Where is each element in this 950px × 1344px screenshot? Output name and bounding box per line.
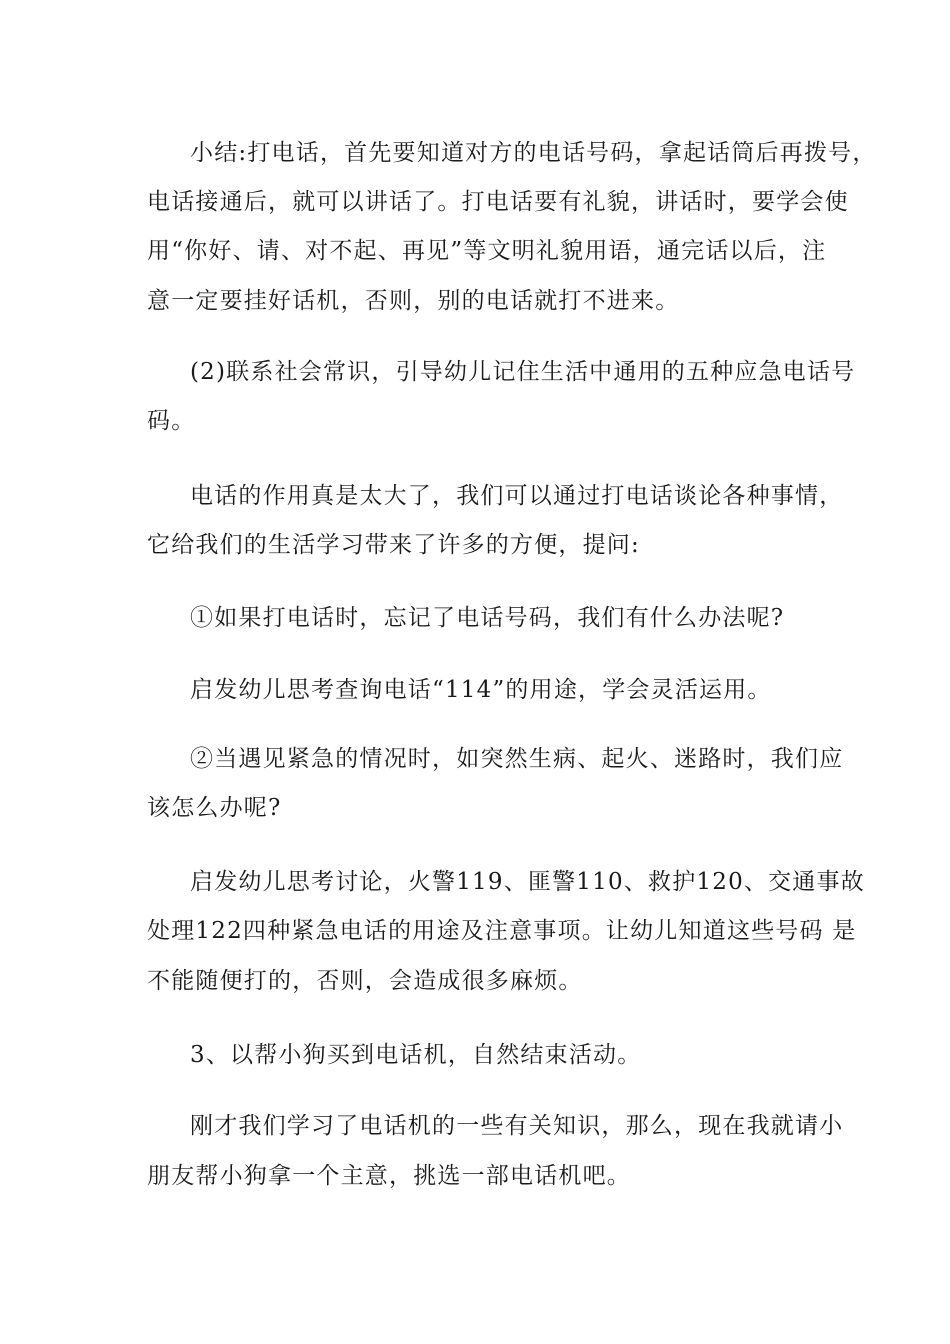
paragraph-9-line-2: 朋友帮小狗拿一个主意，挑选一部电话机吧。 xyxy=(147,1163,631,1189)
section-3-heading: 3、以帮小狗买到电话机，自然结束活动。 xyxy=(190,1042,642,1068)
paragraph-9-line-1: 刚才我们学习了电话机的一些有关知识，那么，现在我就请小 xyxy=(190,1113,844,1139)
paragraph-1-line-2: 电话接通后，就可以讲话了。打电话要有礼貌，讲话时，要学会使 xyxy=(147,189,849,215)
answer-1: 启发幼儿思考查询电话“114”的用途，学会灵活运用。 xyxy=(190,677,772,703)
answer-2-line-1: 启发幼儿思考讨论，火警119、匪警110、救护120、交通事故 xyxy=(190,869,865,895)
paragraph-1-line-3: 用“你好、请、对不起、再见”等文明礼貌用语，通完话以后，注 xyxy=(147,238,827,264)
question-1: ①如果打电话时，忘记了电话号码，我们有什么办法呢? xyxy=(190,605,785,631)
question-2-line-1: ②当遇见紧急的情况时，如突然生病、起火、迷路时，我们应 xyxy=(190,746,844,772)
paragraph-1-line-4: 意一定要挂好话机，否则，别的电话就打不进来。 xyxy=(147,288,680,314)
paragraph-2-line-1: (2)联系社会常识，引导幼儿记住生活中通用的五种应急电话号 xyxy=(190,359,856,385)
paragraph-1-line-1: 小结:打电话，首先要知道对方的电话号码，拿起话筒后再拨号， xyxy=(190,140,877,166)
answer-2-line-3: 不能随便打的，否则，会造成很多麻烦。 xyxy=(147,968,583,994)
paragraph-3-line-1: 电话的作用真是太大了，我们可以通过打电话谈论各种事情， xyxy=(190,483,844,509)
paragraph-2-line-2: 码。 xyxy=(147,408,196,434)
question-2-line-2: 该怎么办呢? xyxy=(147,795,282,821)
answer-2-line-2: 处理122四种紧急电话的用途及注意事项。让幼儿知道这些号码 是 xyxy=(147,918,857,944)
paragraph-3-line-2: 它给我们的生活学习带来了许多的方便，提问: xyxy=(147,532,640,558)
